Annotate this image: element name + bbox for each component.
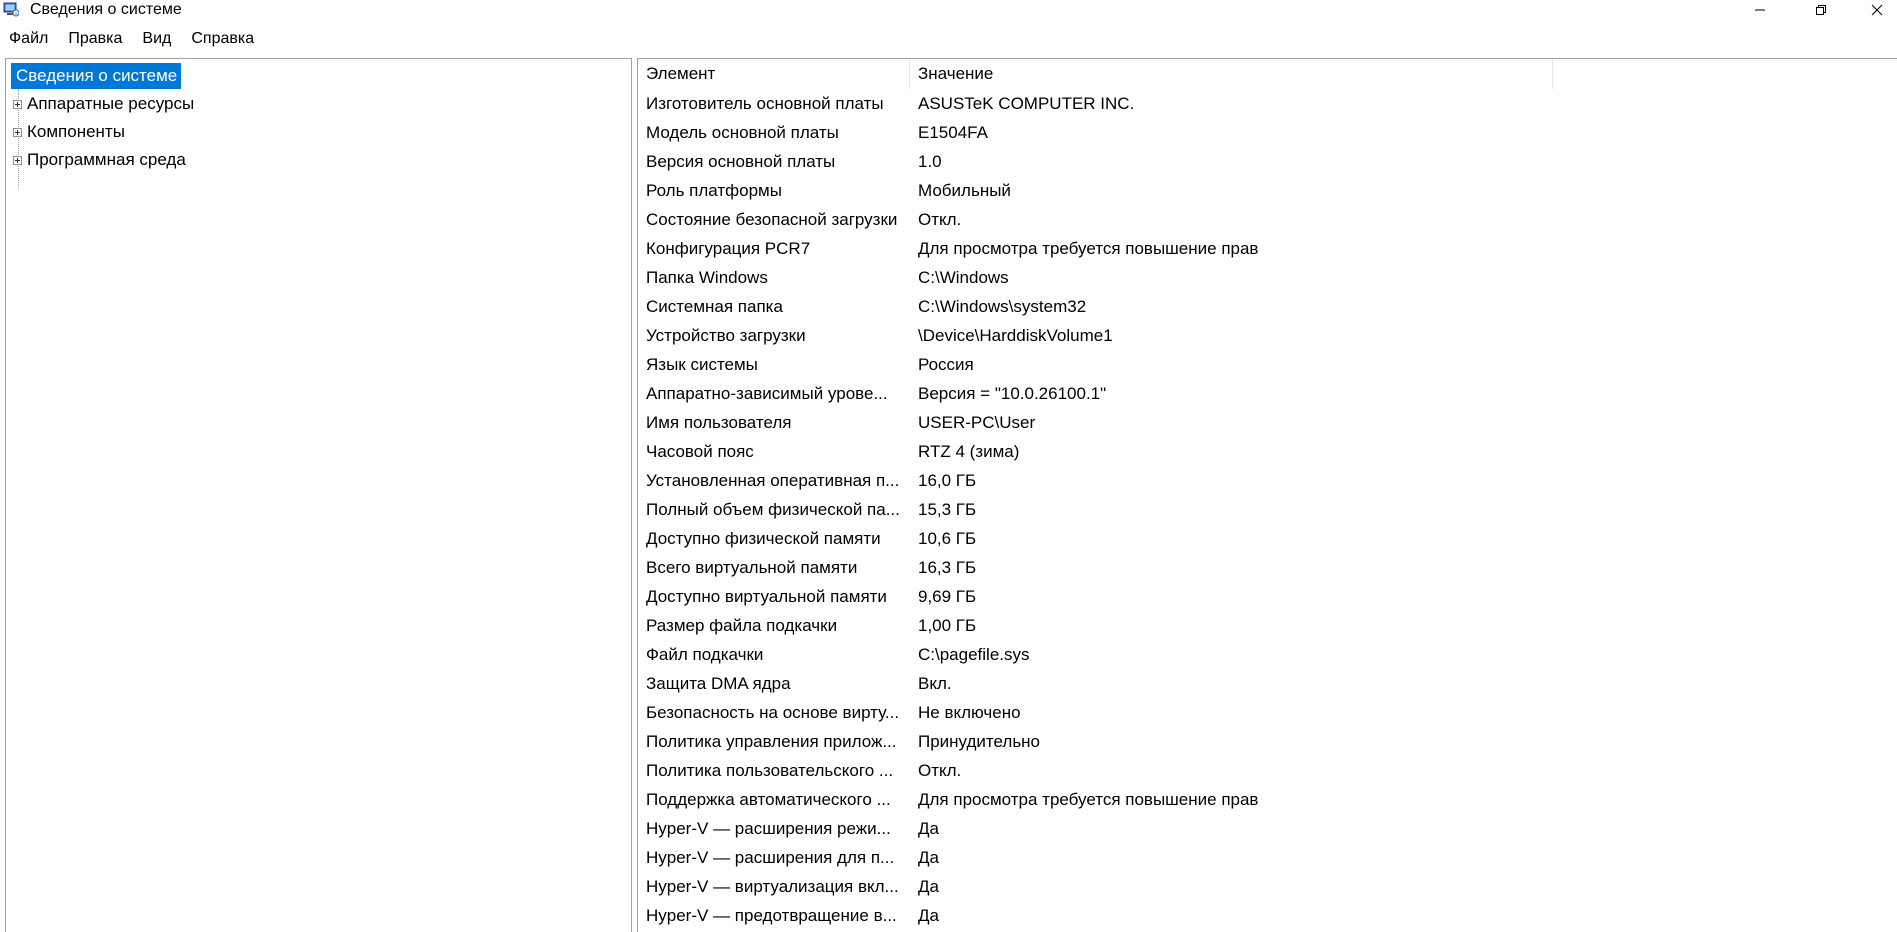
cell-element: Всего виртуальной памяти (646, 558, 858, 577)
close-button[interactable] (1857, 0, 1897, 20)
cell-value: USER-PC\User (918, 413, 1036, 432)
table-row[interactable] (638, 466, 1553, 495)
table-row[interactable] (638, 234, 1553, 263)
cell-element: Размер файла подкачки (646, 616, 838, 635)
cell-value: Россия (918, 355, 974, 374)
cell-value: Откл. (918, 210, 962, 229)
table-row[interactable] (638, 611, 1553, 640)
cell-value: Вкл. (918, 674, 952, 693)
tree-item-label: Программная среда (27, 150, 186, 169)
table-row[interactable] (638, 321, 1553, 350)
menu-help[interactable]: Справка (191, 30, 255, 47)
table-row[interactable] (638, 901, 1553, 930)
column-header-value[interactable]: Значение (910, 59, 1553, 89)
cell-element: Защита DMA ядра (646, 674, 791, 693)
tree-item-components[interactable] (13, 120, 125, 144)
cell-element: Аппаратно-зависимый урове... (646, 384, 888, 403)
table-row[interactable] (638, 669, 1553, 698)
cell-element: Hyper-V — расширения режи... (646, 819, 891, 838)
title-bar (0, 0, 1897, 24)
cell-value: Для просмотра требуется повышение прав (918, 790, 1259, 809)
table-row[interactable] (638, 292, 1553, 321)
cell-value: Откл. (918, 761, 962, 780)
table-row[interactable] (638, 408, 1553, 437)
cell-element: Hyper-V — предотвращение в... (646, 906, 897, 925)
cell-value: Версия = "10.0.26100.1" (918, 384, 1107, 403)
tree-item-system-summary[interactable]: Сведения о системе (11, 63, 181, 89)
cell-value: 16,3 ГБ (918, 558, 977, 577)
tree-item-label: Аппаратные ресурсы (27, 94, 195, 113)
cell-element: Роль платформы (646, 181, 782, 200)
table-row[interactable] (638, 698, 1553, 727)
tree-pane (5, 58, 632, 932)
system-info-icon (3, 1, 19, 17)
cell-value: Принудительно (918, 732, 1041, 751)
cell-value: Да (918, 819, 939, 838)
window-title: Сведения о системе (30, 1, 182, 18)
cell-element: Доступно физической памяти (646, 529, 881, 548)
cell-element: Состояние безопасной загрузки (646, 210, 898, 229)
cell-element: Безопасность на основе вирту... (646, 703, 900, 722)
menu-bar (0, 27, 1897, 51)
table-row[interactable] (638, 640, 1553, 669)
cell-value: Да (918, 877, 939, 896)
cell-element: Язык системы (646, 355, 758, 374)
cell-element: Полный объем физической па... (646, 500, 900, 519)
minimize-icon (1754, 4, 1766, 16)
cell-element: Часовой пояс (646, 442, 754, 461)
table-row[interactable] (638, 524, 1553, 553)
menu-edit[interactable]: Правка (68, 30, 123, 47)
cell-value: C:\Windows\system32 (918, 297, 1087, 316)
cell-element: Политика пользовательского ... (646, 761, 894, 780)
cell-element: Политика управления прилож... (646, 732, 897, 751)
table-row[interactable] (638, 205, 1553, 234)
table-row[interactable] (638, 727, 1553, 756)
tree-item-software-environment[interactable] (13, 148, 186, 172)
cell-element: Hyper-V — расширения для п... (646, 848, 895, 867)
restore-button[interactable] (1801, 0, 1841, 20)
table-row[interactable] (638, 147, 1553, 176)
cell-element: Файл подкачки (646, 645, 764, 664)
expand-plus-icon[interactable] (13, 100, 22, 109)
cell-element: Поддержка автоматического ... (646, 790, 891, 809)
tree-item-hardware-resources[interactable] (13, 92, 194, 116)
table-row[interactable] (638, 553, 1553, 582)
cell-value: Мобильный (918, 181, 1011, 200)
cell-value: 16,0 ГБ (918, 471, 977, 490)
table-row[interactable] (638, 379, 1553, 408)
minimize-button[interactable] (1740, 0, 1780, 20)
expand-plus-icon[interactable] (13, 156, 22, 165)
cell-element: Hyper-V — виртуализация вкл... (646, 877, 899, 896)
table-row[interactable] (638, 843, 1553, 872)
table-row[interactable] (638, 756, 1553, 785)
table-row[interactable] (638, 582, 1553, 611)
expand-plus-icon[interactable] (13, 128, 22, 137)
cell-value: RTZ 4 (зима) (918, 442, 1020, 461)
cell-element: Доступно виртуальной памяти (646, 587, 887, 606)
table-row[interactable] (638, 495, 1553, 524)
cell-value: 1.0 (918, 152, 942, 171)
cell-value: C:\Windows (918, 268, 1009, 287)
close-icon (1871, 4, 1883, 16)
cell-element: Модель основной платы (646, 123, 839, 142)
cell-element: Версия основной платы (646, 152, 836, 171)
table-row[interactable] (638, 89, 1553, 118)
cell-value: 10,6 ГБ (918, 529, 977, 548)
menu-view[interactable]: Вид (142, 30, 172, 47)
cell-element: Системная папка (646, 297, 783, 316)
table-row[interactable] (638, 814, 1553, 843)
table-row[interactable] (638, 263, 1553, 292)
table-row[interactable] (638, 350, 1553, 379)
cell-value: ASUSTeK COMPUTER INC. (918, 94, 1135, 113)
tree-item-label: Компоненты (27, 122, 125, 141)
restore-icon (1815, 4, 1827, 16)
cell-element: Устройство загрузки (646, 326, 806, 345)
details-list (637, 58, 1897, 932)
cell-value: C:\pagefile.sys (918, 645, 1030, 664)
list-header (638, 59, 1897, 89)
table-row[interactable] (638, 437, 1553, 466)
cell-element: Имя пользователя (646, 413, 792, 432)
table-row[interactable] (638, 118, 1553, 147)
cell-element: Конфигурация PCR7 (646, 239, 811, 258)
list-rows (638, 89, 1553, 930)
cell-value: 1,00 ГБ (918, 616, 977, 635)
column-header-element[interactable]: Элемент (638, 59, 910, 89)
cell-value: 15,3 ГБ (918, 500, 977, 519)
cell-element: Папка Windows (646, 268, 768, 287)
cell-element: Изготовитель основной платы (646, 94, 884, 113)
table-row[interactable] (638, 176, 1553, 205)
cell-element: Установленная оперативная п... (646, 471, 900, 490)
cell-value: Да (918, 906, 939, 925)
cell-value: E1504FA (918, 123, 988, 142)
table-row[interactable] (638, 785, 1553, 814)
cell-value: Для просмотра требуется повышение прав (918, 239, 1259, 258)
table-row[interactable] (638, 872, 1553, 901)
menu-file[interactable]: Файл (9, 30, 49, 47)
cell-value: \Device\HarddiskVolume1 (918, 326, 1113, 345)
cell-value: Да (918, 848, 939, 867)
cell-value: 9,69 ГБ (918, 587, 977, 606)
cell-value: Не включено (918, 703, 1021, 722)
